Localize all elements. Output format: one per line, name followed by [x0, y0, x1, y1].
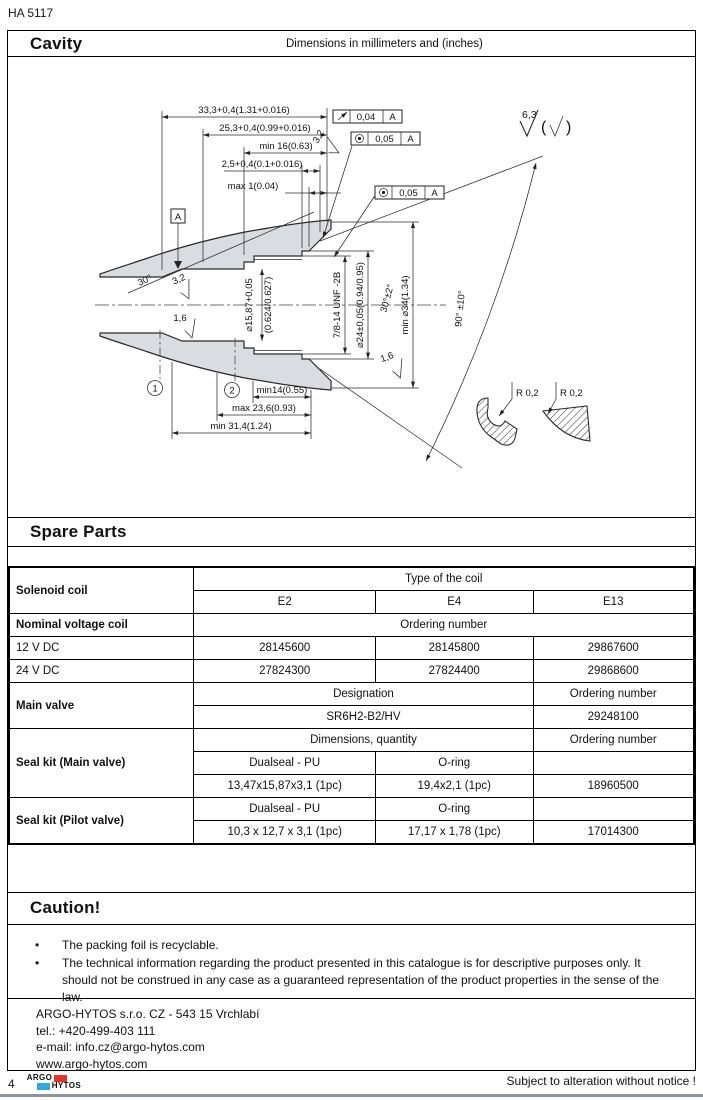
table-cell: 18960500: [533, 775, 694, 798]
table-cell: Ordering number: [533, 683, 694, 706]
table-cell: 29867600: [533, 637, 694, 660]
table-cell: 19,4x2,1 (1pc): [375, 775, 533, 798]
table-cell: 17,17 x 1,78 (1pc): [375, 821, 533, 845]
table-cell: E2: [194, 591, 376, 614]
roughness-label: 3,2: [170, 272, 188, 288]
units-note: Dimensions in millimeters and (inches): [286, 38, 483, 50]
company-address: [7, 998, 696, 1071]
svg-text:0,05: 0,05: [399, 188, 418, 200]
address-line: www.argo-hytos.com: [36, 1056, 148, 1071]
countersink-angle-dimension: [320, 156, 543, 468]
table-cell: Designation: [194, 683, 533, 706]
table-cell: 28145800: [375, 637, 533, 660]
table-cell: O-ring: [375, 752, 533, 775]
roughness-label: 1,6: [173, 313, 187, 325]
bottom-rule: [0, 1094, 703, 1097]
alteration-notice: Subject to alteration without notice !: [506, 1074, 696, 1088]
datum-a-label: A: [174, 212, 182, 224]
argo-hytos-logo: [27, 1074, 81, 1090]
roughness-mark-32-top: [321, 137, 343, 157]
roughness-label: 1,6: [379, 350, 396, 366]
dim-label: min ⌀34(1.34): [400, 275, 411, 335]
cavity-title: Cavity: [30, 34, 83, 53]
caution-header: [7, 892, 696, 925]
svg-text:6,3: 6,3: [522, 109, 537, 122]
caution-title: Caution!: [30, 898, 101, 918]
table-cell: Seal kit (Main valve): [9, 729, 194, 798]
caution-bullet: • The technical information regarding the product presented in this catalogue is for descriptive purposes only. It should not be construed in any case as a guaranteed representation of the product properties in the sense of the law.: [62, 955, 679, 1006]
angle-label: 30°±2°: [378, 283, 397, 315]
spare-parts-area: [7, 545, 696, 893]
dim-label: min 16(0.63): [259, 141, 313, 153]
table-cell: 27824300: [194, 660, 376, 683]
roughness-label: 3,2: [310, 128, 327, 146]
spare-parts-table: [8, 566, 695, 845]
svg-text:A: A: [389, 112, 396, 124]
table-cell: E4: [375, 591, 533, 614]
table-cell: Solenoid coil: [9, 567, 194, 614]
table-cell: 29868600: [533, 660, 694, 683]
dim-label: 2,5+0,4(0.1+0.016): [221, 159, 303, 171]
dim-label: min14(0.55): [256, 385, 308, 397]
svg-text:0,05: 0,05: [375, 134, 394, 146]
caution-bullet: • The packing foil is recyclable.: [62, 937, 679, 954]
table-cell: Nominal voltage coil: [9, 614, 194, 637]
dim-label: min 31,4(1.24): [210, 421, 272, 433]
svg-text:2: 2: [229, 385, 235, 397]
table-row: [9, 683, 694, 706]
angle-label: 90° ±10°: [453, 290, 468, 328]
logo-cyan-square-icon: [37, 1083, 50, 1090]
table-cell: 10,3 x 12,7 x 3,1 (1pc): [194, 821, 376, 845]
dim-label: ⌀15,87+0,05: [244, 278, 255, 333]
table-cell: 13,47x15,87x3,1 (1pc): [194, 775, 376, 798]
table-row: [9, 614, 694, 637]
table-cell: [533, 798, 694, 821]
svg-text:(: (: [541, 119, 547, 137]
dim-label: max 1(0.04): [227, 181, 279, 193]
table-row: [9, 660, 694, 683]
dim-label: ⌀24±0,05(0.94/0.95): [355, 262, 366, 349]
document-code: HA 5117: [8, 6, 54, 20]
dim-label: (0.624/0.627): [263, 277, 274, 334]
table-cell: Dimensions, quantity: [194, 729, 533, 752]
radius-detail-views: [477, 382, 590, 445]
table-cell: 17014300: [533, 821, 694, 845]
spare-parts-header: [7, 517, 696, 547]
svg-text:A: A: [431, 188, 438, 200]
dim-label: 33,3+0,4(1.31+0.016): [198, 105, 290, 117]
concentricity-tolerance-frame-2: [334, 186, 444, 257]
spare-parts-title: Spare Parts: [30, 521, 127, 541]
table-cell: Main valve: [9, 683, 194, 729]
cavity-drawing-area: [7, 56, 696, 518]
port-2-marker: [225, 383, 240, 398]
svg-text:): ): [566, 119, 572, 137]
svg-text:0,04: 0,04: [356, 112, 376, 124]
page-frame: [7, 30, 696, 1071]
general-roughness-symbol: [520, 109, 571, 136]
table-cell: E13: [533, 591, 694, 614]
runout-tolerance-frame: [333, 110, 402, 123]
table-cell: 27824400: [375, 660, 533, 683]
port-1-marker: [148, 381, 163, 396]
cavity-header: [7, 30, 696, 58]
table-cell: 24 V DC: [9, 660, 194, 683]
svg-text:1: 1: [152, 383, 158, 395]
caution-area: [7, 923, 696, 1005]
radius-label: R 0,2: [560, 388, 583, 400]
table-cell: 12 V DC: [9, 637, 194, 660]
address-line: e-mail: info.cz@argo-hytos.com: [36, 1040, 205, 1055]
logo-argo-text: ARGO: [26, 1073, 53, 1082]
table-cell: 28145600: [194, 637, 376, 660]
table-row: [9, 798, 694, 821]
part-section-lower: [100, 333, 331, 390]
table-cell: Ordering number: [194, 614, 694, 637]
dim-label: max 23,6(0.93): [232, 403, 296, 415]
table-cell: Seal kit (Pilot valve): [9, 798, 194, 845]
table-cell: Type of the coil: [194, 567, 694, 591]
part-section-upper: [100, 220, 331, 277]
address-line: tel.: +420-499-403 111: [36, 1023, 156, 1038]
table-row: [9, 637, 694, 660]
caution-list: [62, 937, 679, 1006]
page-footer: [8, 1074, 696, 1091]
logo-hytos-text: HYTOS: [51, 1081, 82, 1090]
radius-label: R 0,2: [516, 388, 539, 400]
cavity-drawing: [8, 57, 697, 517]
angle-label: 30°: [136, 273, 154, 290]
table-cell: SR6H2-B2/HV: [194, 706, 533, 729]
address-line: ARGO-HYTOS s.r.o. CZ - 543 15 Vrchlabí: [36, 1007, 260, 1022]
table-row: [9, 729, 694, 752]
table-cell: 29248100: [533, 706, 694, 729]
table-cell: Dualseal - PU: [194, 798, 376, 821]
table-cell: Ordering number: [533, 729, 694, 752]
table-cell: [533, 752, 694, 775]
dim-label: 25,3+0,4(0.99+0.016): [219, 123, 311, 135]
svg-text:A: A: [407, 134, 414, 146]
table-cell: Dualseal - PU: [194, 752, 376, 775]
table-row: [9, 567, 694, 591]
table-cell: O-ring: [375, 798, 533, 821]
page-number: 4: [8, 1077, 15, 1091]
thread-label: 7/8-14 UNF -2B: [332, 272, 343, 339]
